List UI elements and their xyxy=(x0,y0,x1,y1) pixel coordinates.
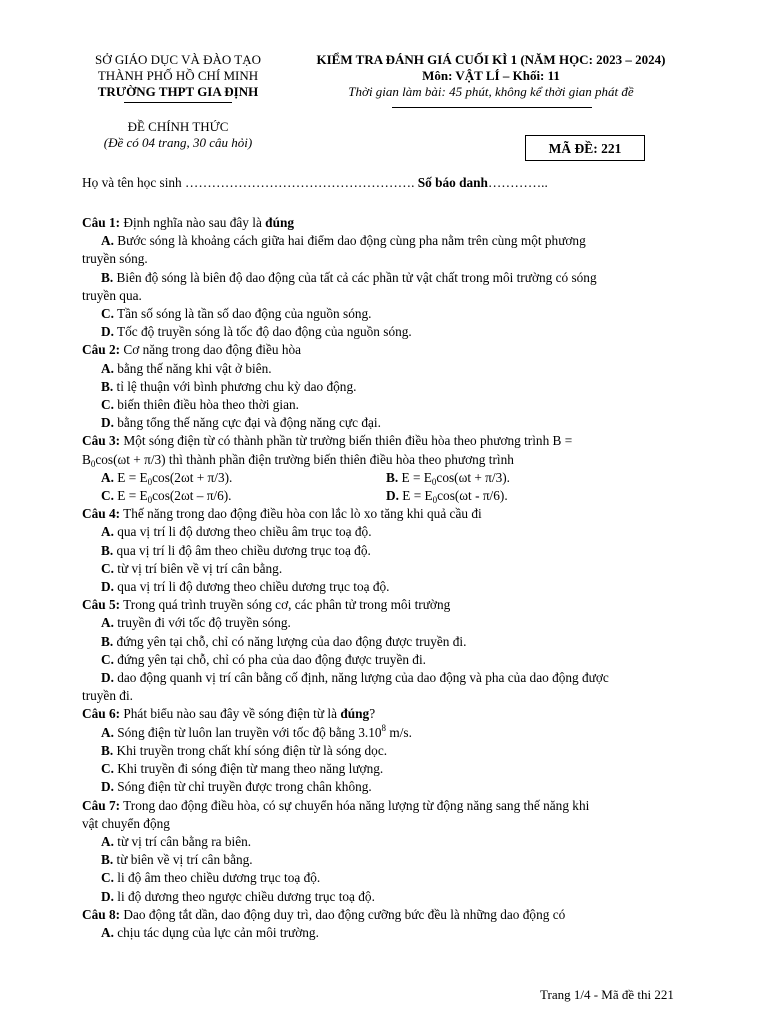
option-text: từ biên về vị trí cân bằng. xyxy=(113,852,253,868)
exam-code-box: MÃ ĐỀ: 221 xyxy=(525,135,645,161)
option-letter: D. xyxy=(101,324,114,340)
option-text: qua vị trí li độ âm theo chiều dương trục toạ độ. xyxy=(113,542,371,558)
question-1 xyxy=(82,214,686,341)
option-text: li độ âm theo chiều dương trục toạ độ. xyxy=(113,870,321,886)
question-number: Câu 8: xyxy=(82,906,121,922)
option-text: Sóng điện từ luôn lan truyền với tốc độ bằng 3.10 xyxy=(113,724,382,740)
official-label: ĐỀ CHÍNH THỨC xyxy=(127,119,229,134)
question-stem-continued: cos(ωt + π/3) thì thành phần điện trường biến thiên điều hòa theo phương trình xyxy=(95,451,514,467)
question-stem: Định nghĩa nào sau đây là xyxy=(120,215,266,230)
question-number: Câu 1: xyxy=(82,215,121,230)
question-stem: Cơ năng trong dao động điều hòa xyxy=(120,342,302,358)
option-text: đứng yên tại chỗ, chỉ có pha của dao động được truyền đi. xyxy=(113,651,426,667)
question-8 xyxy=(82,906,686,942)
option-letter: A. xyxy=(101,233,114,249)
option-text: đứng yên tại chỗ, chỉ có năng lượng của dao động được truyền đi. xyxy=(113,633,467,649)
option-text: E = E xyxy=(113,488,148,504)
option-text-end: cos(ωt - π/6). xyxy=(437,488,508,504)
option-text: biến thiên điều hòa theo thời gian. xyxy=(113,397,299,413)
question-7 xyxy=(82,797,686,906)
question-stem-emphasis: đúng xyxy=(265,215,295,230)
option-letter: A. xyxy=(101,724,114,740)
option-letter: A. xyxy=(101,924,114,940)
option-letter: D. xyxy=(101,415,114,431)
option-letter: C. xyxy=(101,651,114,667)
official-block xyxy=(68,119,288,151)
option-letter: A. xyxy=(101,615,114,631)
question-stem-continued: vật chuyển động xyxy=(82,815,170,831)
question-number: Câu 6: xyxy=(82,706,121,722)
option-letter: D. xyxy=(101,888,114,904)
question-stem: Trong quá trình truyền sóng cơ, các phân tử trong môi trường xyxy=(120,597,451,613)
department-name: SỞ GIÁO DỤC VÀ ĐÀO TẠO xyxy=(95,52,261,67)
exam-header-underline xyxy=(392,107,592,108)
question-number: Câu 7: xyxy=(82,797,121,813)
subject-line: Môn: VẬT LÍ – Khối: 11 xyxy=(422,68,560,83)
question-stem: Thế năng trong dao động điều hòa con lắc lò xo tăng khi quả cầu đi xyxy=(120,506,482,522)
stem-subscript: 0 xyxy=(90,458,96,469)
option-subscript: 0 xyxy=(432,495,438,506)
option-text: Khi truyền trong chất khí sóng điện từ là sóng dọc. xyxy=(113,742,388,758)
exam-title: KIỂM TRA ĐÁNH GIÁ CUỐI KÌ 1 (NĂM HỌC: 2023 – 2024) xyxy=(316,52,666,67)
option-letter: A. xyxy=(101,524,114,540)
school-underline xyxy=(124,102,232,103)
school-name: TRƯỜNG THPT GIA ĐỊNH xyxy=(97,84,259,99)
student-id-label: Số báo danh xyxy=(417,175,488,190)
duration-line: Thời gian làm bài: 45 phút, không kể thời gian phát đề xyxy=(348,84,634,99)
question-5 xyxy=(82,596,686,705)
question-4 xyxy=(82,505,686,596)
school-header xyxy=(68,52,288,100)
option-subscript: 0 xyxy=(147,495,153,506)
option-letter: B. xyxy=(101,852,114,868)
option-text: E = E xyxy=(398,488,433,504)
question-stem: Một sóng điện từ có thành phần từ trường biến thiên điều hòa theo phương trình B = xyxy=(120,433,573,449)
option-text: tỉ lệ thuận với bình phương chu kỳ dao động. xyxy=(113,378,357,394)
student-name-label: Họ và tên học sinh ……………………………………………. xyxy=(82,175,415,190)
option-letter: A. xyxy=(101,360,114,376)
option-letter: C. xyxy=(101,870,114,886)
option-letter: C. xyxy=(101,761,114,777)
option-text-continued: truyền sóng. xyxy=(82,251,148,267)
option-letter: D. xyxy=(101,779,114,795)
option-text-end: cos(2ωt – π/6). xyxy=(152,488,232,504)
option-text: chịu tác dụng của lực cản môi trường. xyxy=(113,924,319,940)
option-text-continued: truyền đi. xyxy=(82,688,133,704)
options-row xyxy=(82,487,686,505)
student-info-line xyxy=(82,174,702,192)
question-number: Câu 3: xyxy=(82,433,121,449)
option-text: li độ dương theo ngược chiều dương trục toạ độ. xyxy=(113,888,375,904)
question-stem: Phát biểu nào sau đây về sóng điện từ là xyxy=(120,706,341,722)
option-text-continued: truyền qua. xyxy=(82,287,142,303)
option-letter: A. xyxy=(101,469,114,485)
option-text: Biên độ sóng là biên độ dao động của tất cả các phần tử vật chất trong môi trường có sóng xyxy=(113,269,597,285)
option-text: E = E xyxy=(113,469,148,485)
option-text-end: cos(ωt + π/3). xyxy=(436,469,510,485)
option-text: Khi truyền đi sóng điện từ mang theo năng lượng. xyxy=(113,761,384,777)
option-text: bằng thế năng khi vật ở biên. xyxy=(113,360,272,376)
question-stem-emphasis: đúng xyxy=(340,706,370,722)
question-stem: Dao động tắt dần, dao động duy trì, dao động cưỡng bức đều là những dao động có xyxy=(120,906,566,922)
question-stem: Trong dao động điều hòa, có sự chuyển hóa năng lượng từ động năng sang thế năng khi xyxy=(120,797,590,813)
option-letter: D. xyxy=(386,488,399,504)
option-text: từ vị trí cân bằng ra biên. xyxy=(113,833,252,849)
option-text: bằng tổng thế năng cực đại và động năng cực đại. xyxy=(113,415,381,431)
option-text: Tần số sóng là tần số dao động của nguồn sóng. xyxy=(113,306,372,322)
option-superscript: 8 xyxy=(381,722,387,733)
questions-body xyxy=(82,214,686,942)
option-letter: C. xyxy=(101,397,114,413)
option-text: E = E xyxy=(398,469,432,485)
option-text: truyền đi với tốc độ truyền sóng. xyxy=(113,615,291,631)
question-3 xyxy=(82,432,686,505)
option-text-end: cos(2ωt + π/3). xyxy=(152,469,233,485)
question-stem-end: ? xyxy=(369,706,376,722)
option-letter: C. xyxy=(101,306,114,322)
student-id-dots: ………….. xyxy=(487,175,548,190)
option-letter: B. xyxy=(101,269,114,285)
question-2 xyxy=(82,341,686,432)
option-letter: D. xyxy=(101,670,114,686)
stem-symbol: B xyxy=(82,451,91,467)
option-letter: B. xyxy=(101,633,114,649)
question-number: Câu 4: xyxy=(82,506,121,522)
option-text: từ vị trí biên về vị trí cân bằng. xyxy=(113,560,283,576)
question-number: Câu 2: xyxy=(82,342,121,358)
question-6 xyxy=(82,705,686,796)
option-letter: B. xyxy=(101,542,114,558)
city-name: THÀNH PHỐ HỒ CHÍ MINH xyxy=(97,68,259,83)
option-text-end: m/s. xyxy=(386,724,412,740)
option-letter: C. xyxy=(101,488,114,504)
question-number: Câu 5: xyxy=(82,597,121,613)
option-letter: A. xyxy=(101,833,114,849)
option-text: Bước sóng là khoảng cách giữa hai điểm dao động cùng pha nằm trên cùng một phương xyxy=(113,233,586,249)
exam-header xyxy=(296,52,686,100)
option-letter: D. xyxy=(101,579,114,595)
option-letter: B. xyxy=(101,378,114,394)
option-text: dao động quanh vị trí cân bằng cố định, năng lượng của dao động và pha của dao động được xyxy=(113,670,609,686)
option-subscript: 0 xyxy=(147,476,153,487)
option-letter: B. xyxy=(386,469,399,485)
official-note: (Đề có 04 trang, 30 câu hỏi) xyxy=(103,135,253,150)
option-subscript: 0 xyxy=(431,476,437,487)
option-text: qua vị trí li độ dương theo chiều âm trục toạ độ. xyxy=(113,524,372,540)
option-text: Sóng điện từ chỉ truyền được trong chân không. xyxy=(113,779,372,795)
option-text: Tốc độ truyền sóng là tốc độ dao động của nguồn sóng. xyxy=(113,324,412,340)
option-letter: B. xyxy=(101,742,114,758)
option-text: qua vị trí li độ dương theo chiều dương trục toạ độ. xyxy=(113,579,390,595)
options-row xyxy=(82,469,686,487)
page-footer: Trang 1/4 - Mã đề thi 221 xyxy=(540,987,674,1002)
option-letter: C. xyxy=(101,560,114,576)
